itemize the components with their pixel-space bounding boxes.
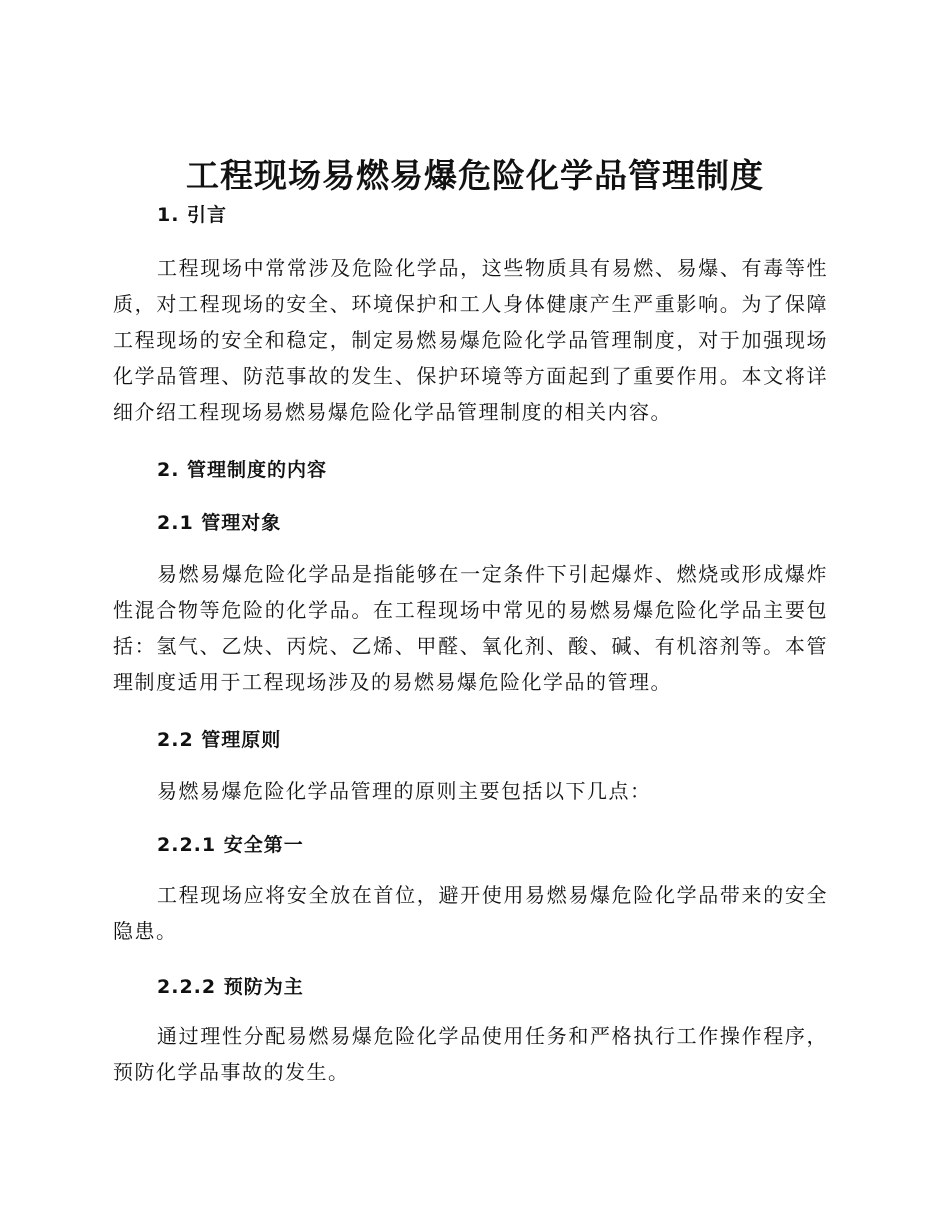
section-heading-management-object: 2.1 管理对象 [157, 512, 282, 534]
section-paragraph-management-principles: 易燃易爆危险化学品管理的原则主要包括以下几点： [157, 779, 652, 803]
section-paragraph-intro: 工程现场中常常涉及危险化学品，这些物质具有易燃、易爆、有毒等性质，对工程现场的安全、环境保护和工人身体健康产生严重影响。为了保障工程现场的安全和稳定，制定易燃易爆危险化学品管理制度，对于加强现场化学品管理、防范事故的发生、保护环境等方面起到了重要作用。本文将详细介绍工程现场易燃易爆危险化学品管理制度的相关内容。 [113, 256, 828, 424]
document-title: 工程现场易燃易爆危险化学品管理制度 [186, 156, 764, 195]
section-paragraph-prevention-first: 通过理性分配易燃易爆危险化学品使用任务和严格执行工作操作程序，预防化学品事故的发生。 [113, 1024, 828, 1084]
section-heading-management-principles: 2.2 管理原则 [157, 729, 282, 751]
section-heading-safety-first: 2.2.1 安全第一 [157, 834, 304, 856]
section-heading-content: 2. 管理制度的内容 [157, 459, 328, 481]
section-heading-prevention-first: 2.2.2 预防为主 [157, 976, 304, 998]
section-heading-intro: 1. 引言 [157, 204, 228, 226]
section-paragraph-safety-first: 工程现场应将安全放在首位，避开使用易燃易爆危险化学品带来的安全隐患。 [113, 883, 828, 943]
section-paragraph-management-object: 易燃易爆危险化学品是指能够在一定条件下引起爆炸、燃烧或形成爆炸性混合物等危险的化学品。在工程现场中常见的易燃易爆危险化学品主要包括：氢气、乙炔、丙烷、乙烯、甲醛、氧化剂、酸、碱、有机溶剂等。本管理制度适用于工程现场涉及的易燃易爆危险化学品的管理。 [113, 562, 828, 694]
